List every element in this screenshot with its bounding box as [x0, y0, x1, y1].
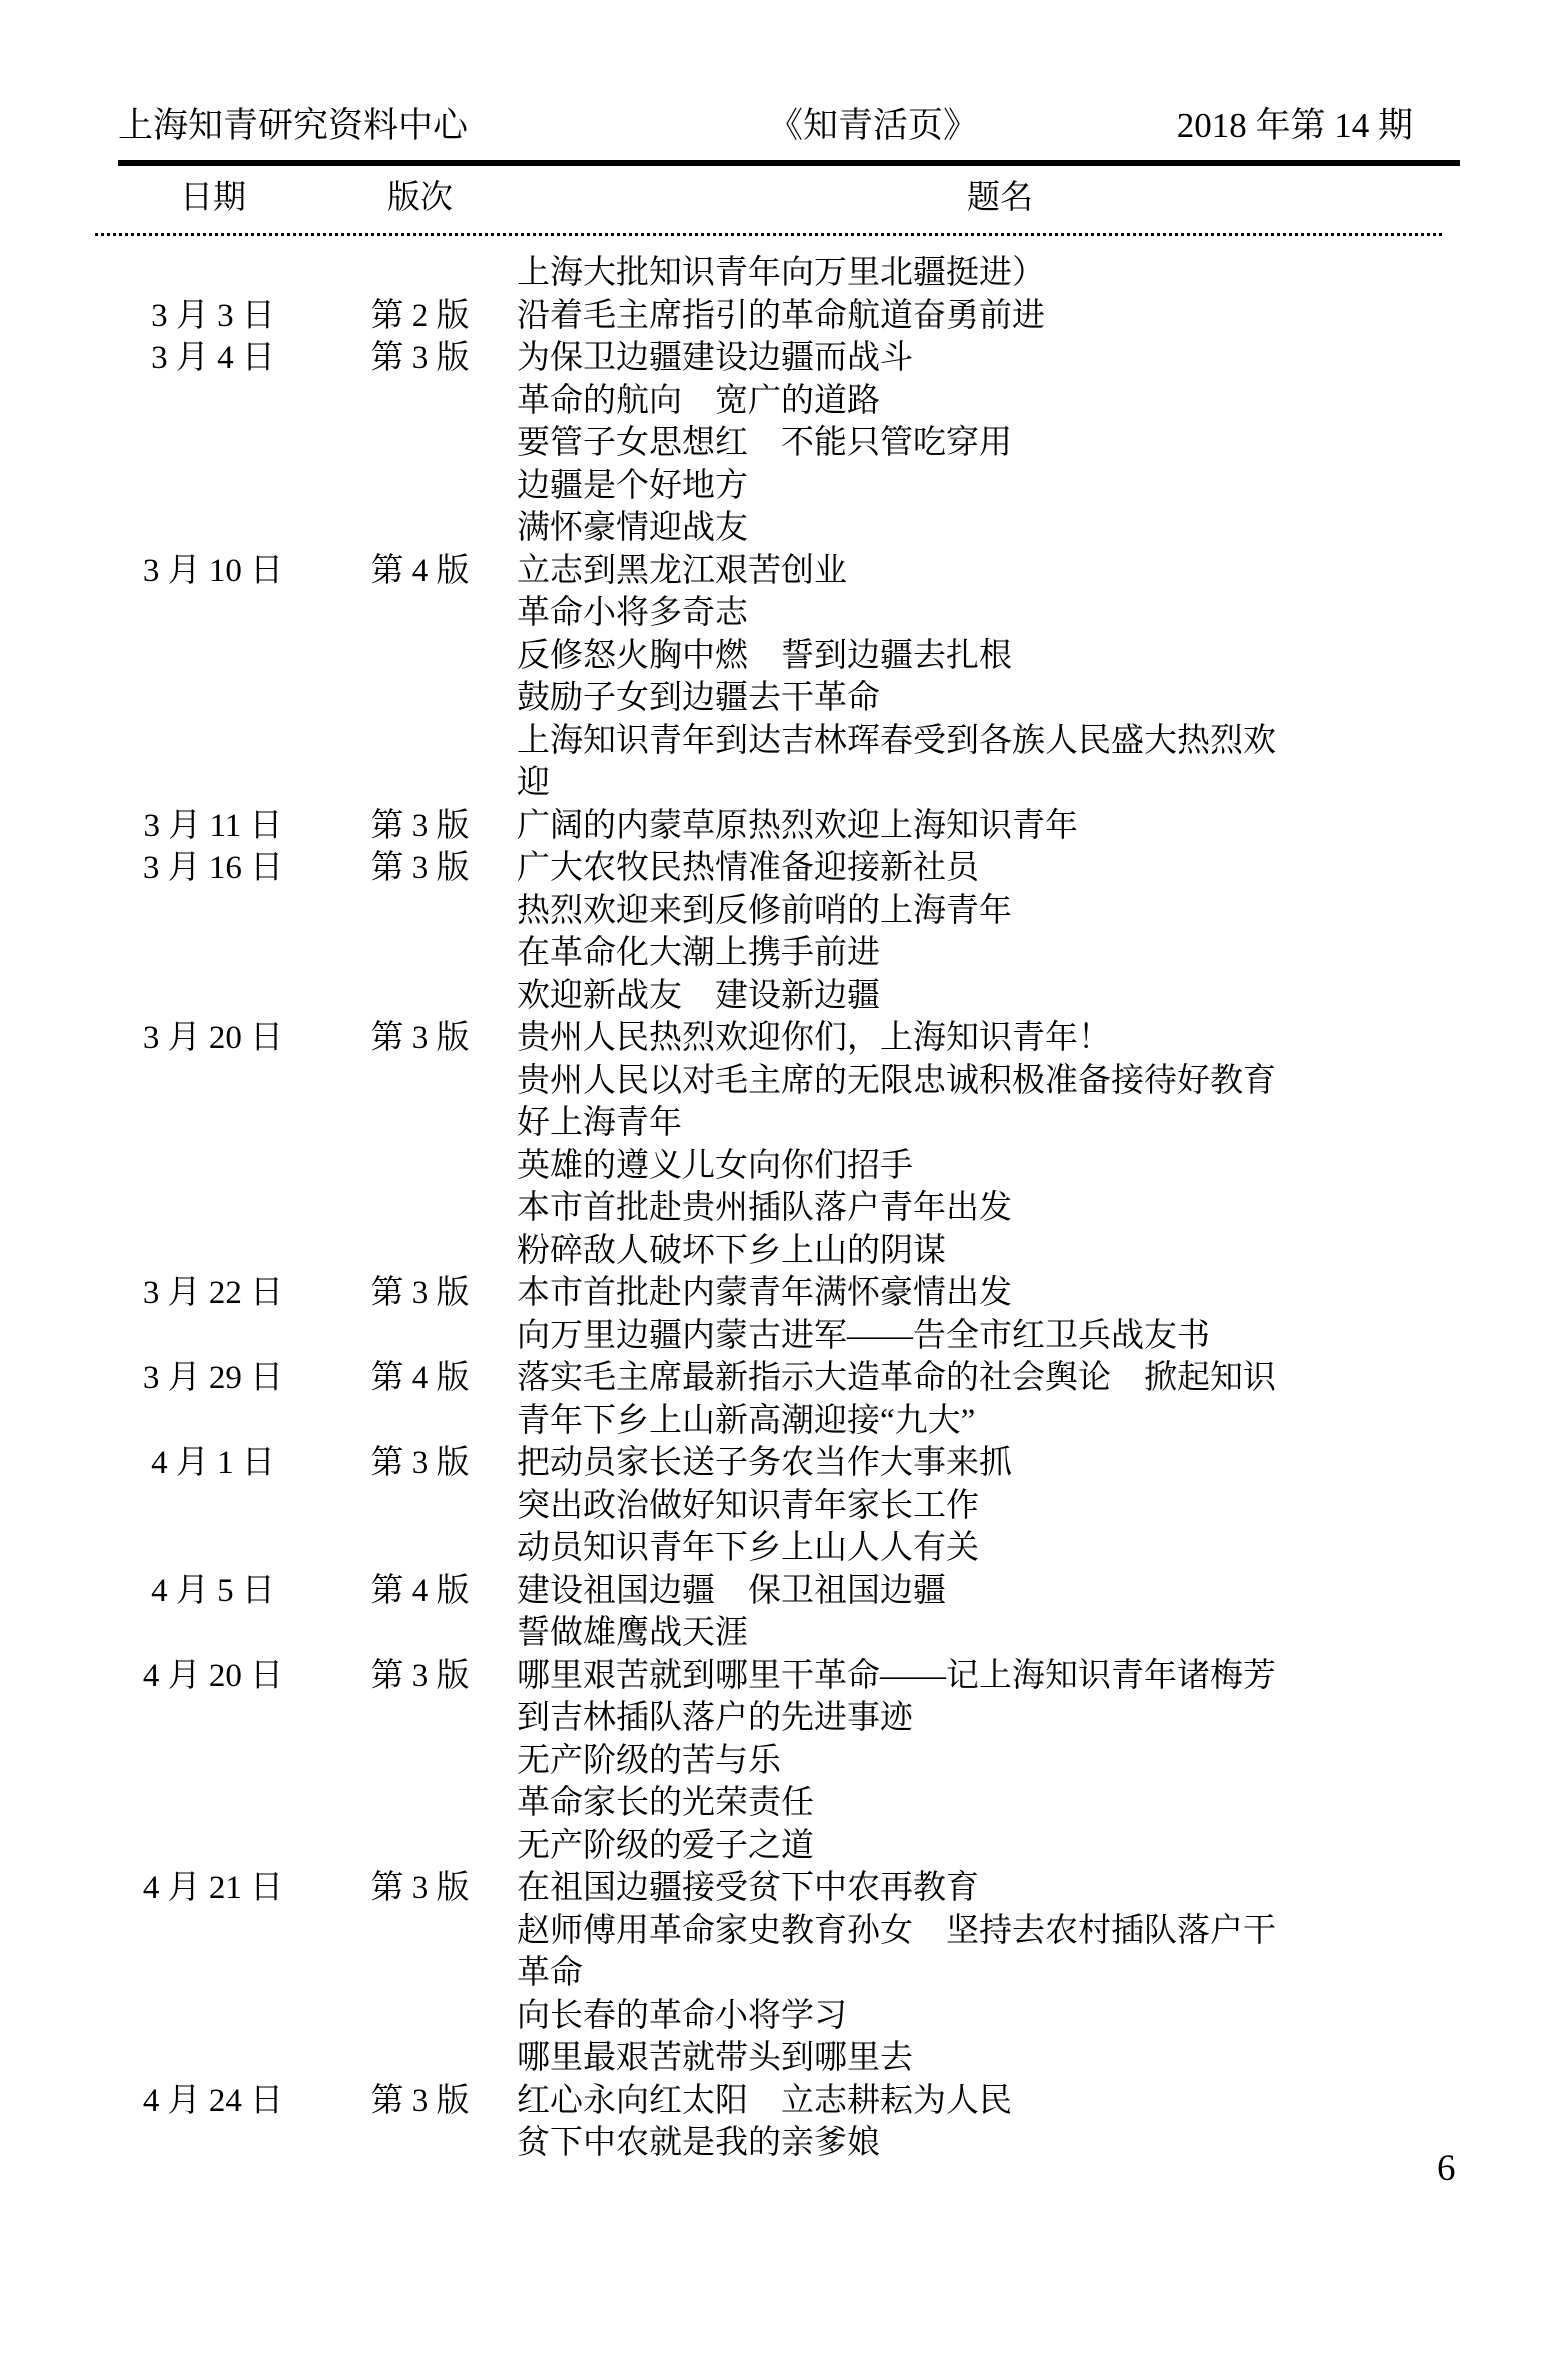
- date-cell: 3 月 10 日: [142, 552, 284, 589]
- title-line: 向长春的革命小将学习: [517, 1997, 847, 2034]
- date-cell: 4 月 20 日: [142, 1657, 284, 1694]
- date-cell: 4 月 21 日: [142, 1870, 284, 1906]
- title-line: 誓做雄鹰战天涯: [517, 1615, 748, 1651]
- title-cell: [474, 1017, 1555, 1272]
- title-cell: [474, 1867, 1555, 2080]
- title-cell: [474, 805, 1555, 848]
- edition-cell: 第 2 版: [370, 297, 470, 334]
- date-cell: 3 月 3 日: [151, 297, 275, 334]
- title-cell: [474, 252, 1555, 295]
- title-cell: [474, 295, 1555, 338]
- title-line: 为保卫边疆建设边疆而战斗: [517, 340, 913, 376]
- page-number: 6: [1437, 2148, 1456, 2189]
- date-cell: 3 月 4 日: [151, 340, 275, 376]
- title-line: 落实毛主席最新指示大造革命的社会舆论 掀起知识: [517, 1360, 1276, 1396]
- title-line: 广大农牧民热情准备迎接新社员: [517, 850, 979, 886]
- title-line: 在祖国边疆接受贫下中农再教育: [517, 1870, 979, 1906]
- title-line: 在革命化大潮上携手前进: [517, 935, 880, 971]
- title-cell: [474, 337, 1555, 550]
- edition-cell: 第 3 版: [370, 1870, 470, 1906]
- org-name: 上海知青研究资料中心: [118, 106, 469, 145]
- title-line: 动员知识青年下乡上山人人有关: [517, 1530, 979, 1566]
- title-line: 赵师傅用革命家史教育孙女 坚持去农村插队落户干: [517, 1912, 1276, 1949]
- column-header-title: 题名: [967, 180, 1033, 216]
- title-cell: [474, 1570, 1555, 1655]
- date-cell: 4 月 1 日: [151, 1445, 275, 1481]
- title-cell: [474, 550, 1555, 805]
- date-cell: 3 月 11 日: [143, 807, 283, 844]
- title-line: 革命的航向 宽广的道路: [517, 382, 880, 419]
- title-line: 沿着毛主席指引的革命航道奋勇前进: [517, 297, 1045, 334]
- title-line: 好上海青年: [517, 1105, 682, 1141]
- edition-cell: 第 3 版: [370, 340, 470, 376]
- edition-cell: 第 3 版: [370, 1020, 470, 1056]
- title-line: 贫下中农就是我的亲爹娘: [517, 2125, 880, 2161]
- title-cell: [474, 1357, 1555, 1442]
- title-line: 向万里边疆内蒙古进军——告全市红卫兵战友书: [517, 1317, 1210, 1354]
- title-line: 革命小将多奇志: [517, 595, 748, 631]
- title-cell: [474, 2080, 1555, 2165]
- title-line: 上海大批知识青年向万里北疆挺进）: [517, 255, 1045, 291]
- title-line: 红心永向红太阳 立志耕耘为人民: [517, 2082, 1012, 2119]
- title-line: 青年下乡上山新高潮迎接“九大”: [517, 1402, 976, 1439]
- title-line: 欢迎新战友 建设新边疆: [517, 977, 880, 1014]
- column-header-date: 日期: [180, 180, 246, 216]
- title-line: 突出政治做好知识青年家长工作: [517, 1487, 979, 1524]
- toc-table-body: [0, 252, 1555, 2165]
- title-line: 英雄的遵义儿女向你们招手: [517, 1147, 913, 1184]
- title-line: 贵州人民热烈欢迎你们，上海知识青年！: [517, 1020, 1111, 1056]
- table-header-divider: [95, 233, 1442, 236]
- table-row: [0, 1357, 1555, 1442]
- title-line: 本市首批赴贵州插队落户青年出发: [517, 1190, 1012, 1226]
- table-row: [0, 1655, 1555, 1868]
- table-row: [0, 252, 1555, 295]
- table-row: [0, 1570, 1555, 1655]
- title-line: 把动员家长送子务农当作大事来抓: [517, 1445, 1012, 1481]
- date-cell: 3 月 29 日: [142, 1360, 284, 1396]
- edition-cell: 第 3 版: [370, 850, 470, 886]
- title-line: 哪里最艰苦就带头到哪里去: [517, 2040, 913, 2076]
- issue-info: 2018 年第 14 期: [1176, 106, 1413, 145]
- table-row: [0, 295, 1555, 338]
- publication-title: 《知青活页》: [768, 106, 979, 145]
- header-rule: [118, 160, 1460, 166]
- title-line: 革命: [517, 1955, 583, 1991]
- edition-cell: 第 3 版: [370, 1445, 470, 1481]
- title-line: 迎: [517, 765, 550, 801]
- edition-cell: 第 3 版: [370, 1275, 470, 1311]
- title-line: 要管子女思想红 不能只管吃穿用: [517, 425, 1012, 461]
- title-line: 无产阶级的爱子之道: [517, 1827, 814, 1864]
- title-cell: [474, 1272, 1555, 1357]
- date-cell: 3 月 22 日: [142, 1275, 284, 1311]
- edition-cell: 第 4 版: [370, 1360, 470, 1396]
- edition-cell: 第 4 版: [370, 552, 470, 589]
- page-header: [0, 103, 1555, 149]
- edition-cell: 第 4 版: [370, 1572, 470, 1609]
- title-line: 建设祖国边疆 保卫祖国边疆: [517, 1572, 946, 1609]
- table-row: [0, 550, 1555, 805]
- title-line: 革命家长的光荣责任: [517, 1785, 814, 1821]
- title-line: 立志到黑龙江艰苦创业: [517, 552, 847, 589]
- date-cell: 3 月 20 日: [142, 1020, 284, 1056]
- title-line: 满怀豪情迎战友: [517, 510, 748, 546]
- title-line: 无产阶级的苦与乐: [517, 1742, 781, 1779]
- table-row: [0, 1017, 1555, 1272]
- title-cell: [474, 847, 1555, 1017]
- table-row: [0, 847, 1555, 1017]
- edition-cell: 第 3 版: [370, 807, 470, 844]
- title-line: 贵州人民以对毛主席的无限忠诚积极准备接待好教育: [517, 1062, 1276, 1099]
- title-line: 粉碎敌人破坏下乡上山的阴谋: [517, 1232, 946, 1269]
- title-cell: [474, 1442, 1555, 1570]
- title-line: 哪里艰苦就到哪里干革命——记上海知识青年诸梅芳: [517, 1657, 1276, 1694]
- title-cell: [474, 1655, 1555, 1868]
- title-line: 热烈欢迎来到反修前哨的上海青年: [517, 892, 1012, 929]
- title-line: 边疆是个好地方: [517, 467, 748, 504]
- table-row: [0, 805, 1555, 848]
- title-line: 反修怒火胸中燃 誓到边疆去扎根: [517, 637, 1012, 674]
- date-cell: 4 月 24 日: [142, 2082, 284, 2119]
- title-line: 上海知识青年到达吉林珲春受到各族人民盛大热烈欢: [517, 722, 1276, 759]
- edition-cell: 第 3 版: [370, 1657, 470, 1694]
- title-line: 本市首批赴内蒙青年满怀豪情出发: [517, 1275, 1012, 1311]
- date-cell: 3 月 16 日: [142, 850, 284, 886]
- column-header-edition: 版次: [387, 180, 453, 216]
- title-line: 鼓励子女到边疆去干革命: [517, 680, 880, 716]
- table-row: [0, 1867, 1555, 2080]
- date-cell: 4 月 5 日: [151, 1572, 275, 1609]
- edition-cell: 第 3 版: [370, 2082, 470, 2119]
- table-row: [0, 337, 1555, 550]
- table-row: [0, 1442, 1555, 1570]
- title-line: 到吉林插队落户的先进事迹: [517, 1700, 913, 1736]
- table-row: [0, 2080, 1555, 2165]
- table-row: [0, 1272, 1555, 1357]
- title-line: 广阔的内蒙草原热烈欢迎上海知识青年: [517, 807, 1078, 844]
